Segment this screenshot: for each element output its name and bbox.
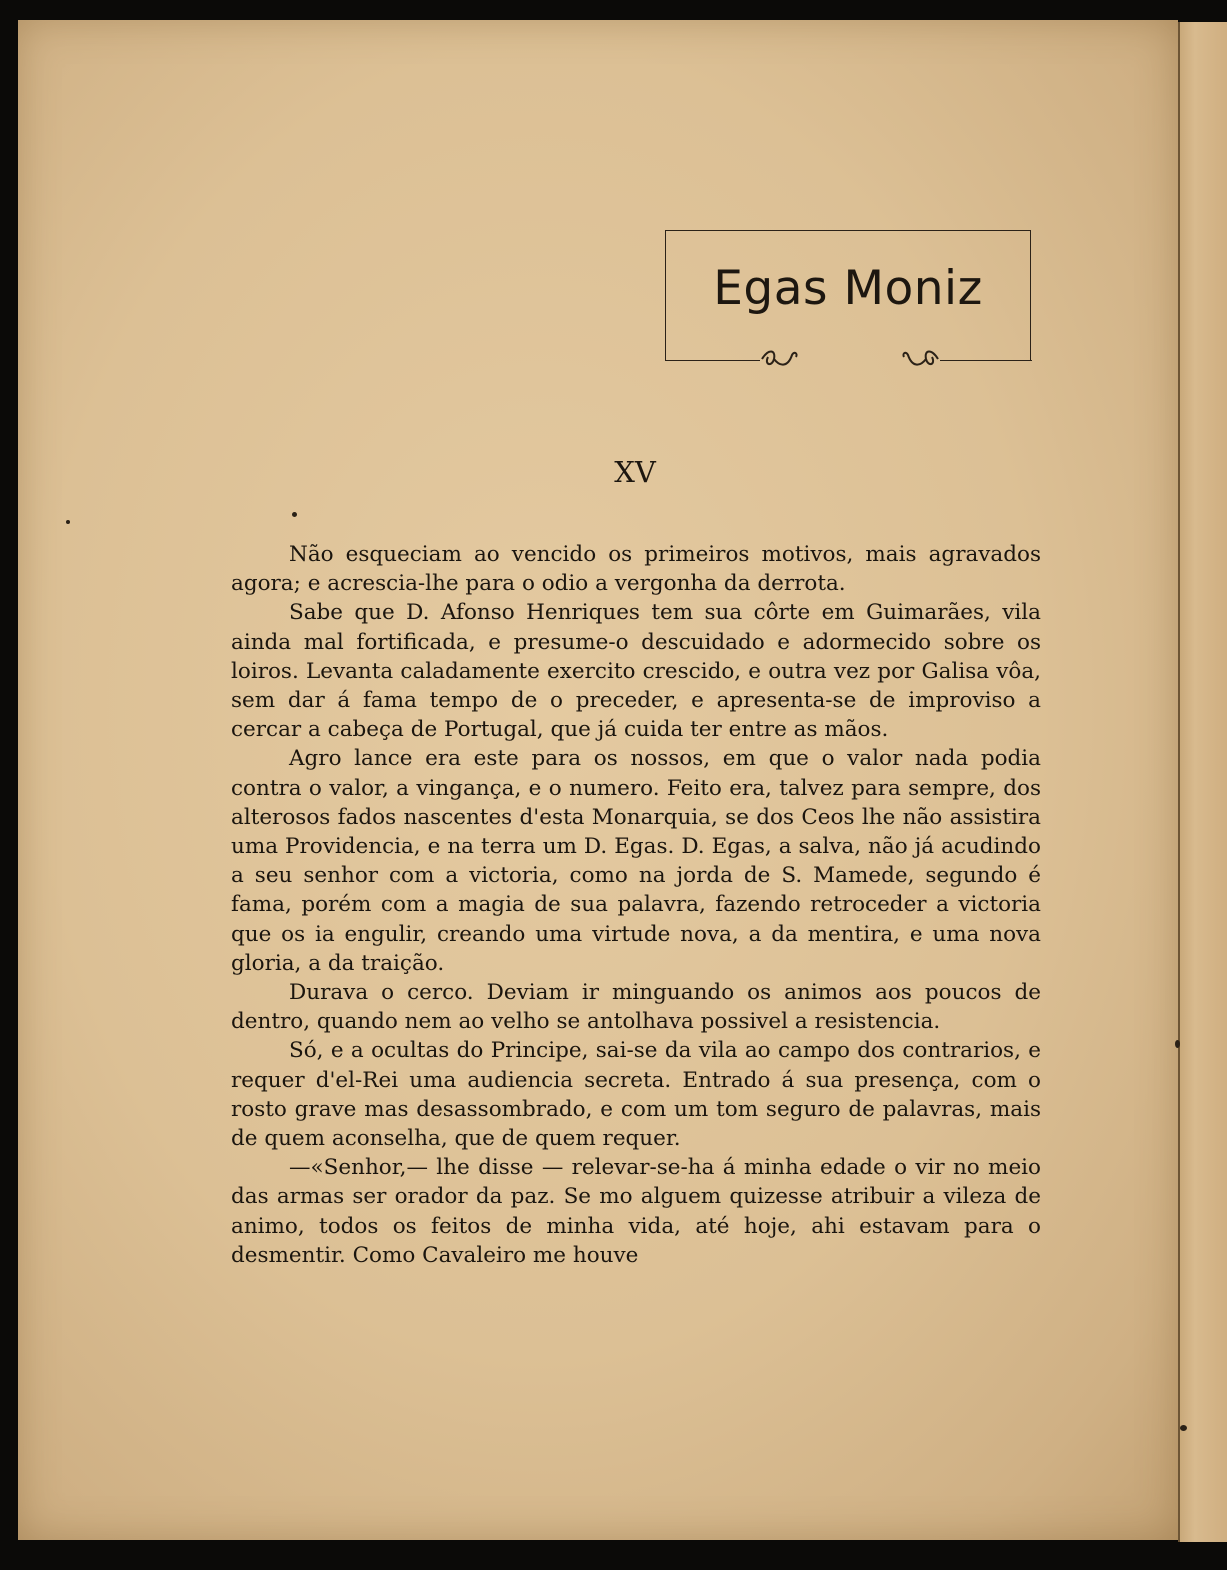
body-text	[231, 540, 1041, 1270]
paragraph: —«Senhor,— lhe disse — relevar-se-ha á minha edade o vir no meio das armas ser orador da paz. Se mo alguem quizesse atribuir a vileza de animo, todos os feitos de minha vida, até hoje, ahi estavam para o desmentir. Como Cavaleiro me houve	[231, 1155, 1041, 1268]
paragraph: Agro lance era este para os nossos, em que o valor nada podia contra o valor, a vingança, e o numero. Feito era, talvez para sempre, dos alterosos fados nascentes d'esta Monarquia, se dos Ceos lhe não assistira uma Providencia, e na terra um D. Egas. D. Egas, a salva, não já acudindo a seu senhor com a victoria, como na jorda de S. Mamede, segundo é fama, porém com a magia de sua palavra, fazendo retroceder a victoria que os ia engulir, creando uma virtude nova, a da mentira, e uma nova gloria, a da traição.	[231, 746, 1041, 976]
paragraph: Não esqueciam ao vencido os primeiros motivos, mais agravados agora; e acrescia-lhe para o odio a vergonha da derrota.	[231, 542, 1041, 597]
title-rule-right	[940, 360, 1032, 361]
chapter-number: XV	[614, 455, 656, 489]
paper-speck	[66, 520, 70, 524]
flourish-left-icon	[760, 345, 800, 373]
paper-speck	[1175, 1040, 1180, 1048]
paper-speck	[292, 512, 297, 517]
title-frame	[665, 230, 1031, 360]
next-page-edge	[1178, 22, 1227, 1542]
title-rule-left	[665, 360, 760, 361]
paragraph: Durava o cerco. Deviam ir minguando os animos aos poucos de dentro, quando nem ao velho se antolhava possivel a resistencia.	[231, 980, 1041, 1035]
page-title: Egas Moniz	[713, 261, 983, 316]
paper-speck	[1180, 1425, 1187, 1431]
paragraph: Só, e a ocultas do Principe, sai-se da vila ao campo dos contrarios, e requer d'el-Rei uma audiencia secreta. Entrado á sua presença, com o rosto grave mas desassombrado, e com um tom seguro de palavras, mais de quem aconselha, que de quem requer.	[231, 1038, 1041, 1152]
flourish-right-icon	[900, 345, 940, 373]
paragraph: Sabe que D. Afonso Henriques tem sua côrte em Guimarães, vila ainda mal fortificada, e presume-o descuidado e adormecido sobre os loiros. Levanta caladamente exercito crescido, e outra vez por Galisa vôa, sem dar á fama tempo de o preceder, e apresenta-se de improviso a cercar a cabeça de Portugal, que já cuida ter entre as mãos.	[231, 600, 1041, 743]
